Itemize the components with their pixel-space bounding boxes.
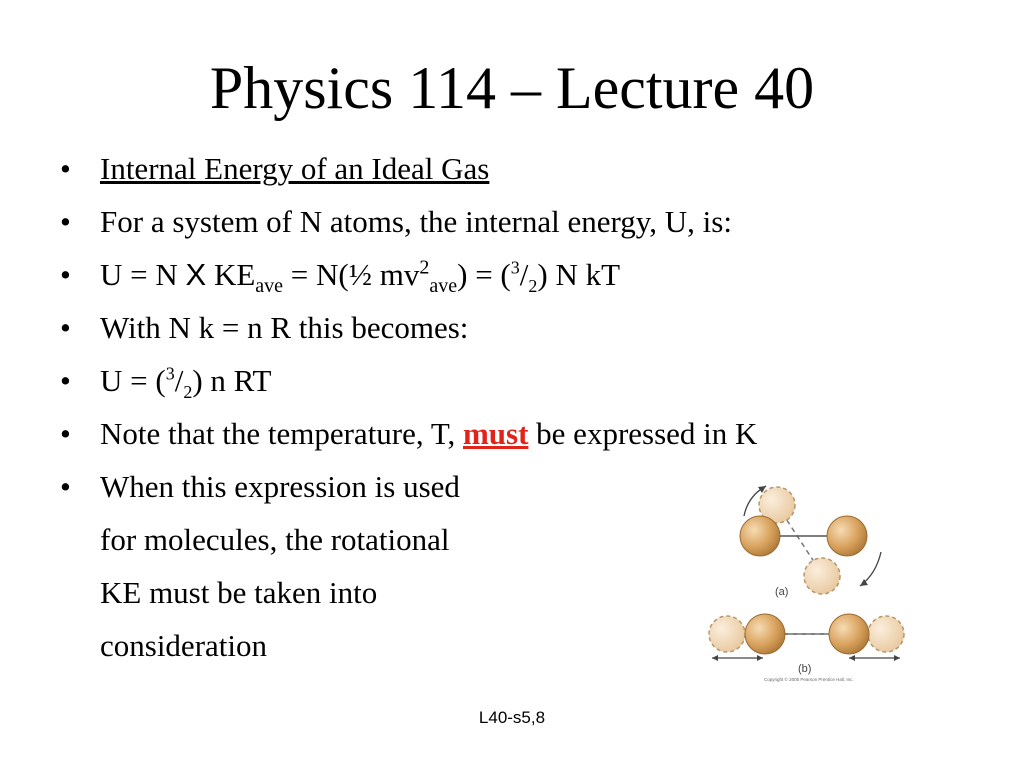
equation-energy: U = N X $KE_{ave}$ = N(½ $mv^2_{ave}) = (^3/_2)$ N kT (100, 256, 621, 298)
bullet-text: For a system of N atoms, the internal energy, U, is: (100, 204, 732, 239)
bullet-dot: • (60, 416, 71, 451)
atom (829, 614, 869, 654)
figure-label-a: (a) (775, 586, 789, 598)
bullet-item (60, 354, 1000, 407)
bullet-continuation: consideration (100, 628, 268, 663)
figure-copyright: Copyright © 2005 Pearson Prentice Hall, Inc. (764, 677, 854, 682)
bullet-continuation: KE must be taken into (100, 575, 378, 610)
bullet-item (60, 195, 1000, 248)
atom (745, 614, 785, 654)
ghost-atom (709, 616, 745, 652)
bullet-dot: • (60, 469, 71, 504)
diatomic-molecule-figure (700, 474, 910, 686)
ghost-atom (804, 558, 840, 594)
bullet-dot: • (60, 363, 71, 398)
bullet-list (60, 142, 1000, 513)
bullet-item (60, 301, 1000, 354)
rotation-diagram (740, 486, 881, 598)
bullet-dot: • (60, 310, 71, 345)
bullet-text: Note that the temperature, T, must be expressed in K (100, 416, 758, 451)
slide-footer: L40-s5,8 (478, 708, 546, 727)
bullet-dot: • (60, 257, 71, 292)
vibration-diagram (709, 614, 904, 682)
bullet-item (60, 248, 1000, 301)
atom (827, 516, 867, 556)
bullet-dot: • (60, 204, 71, 239)
figure-label-b: (b) (798, 663, 812, 675)
bullet-item (60, 142, 1000, 195)
bullet-dot: • (60, 151, 71, 186)
bullet-text: With N k = n R this becomes: (100, 310, 469, 345)
slide-title: Physics 114 – Lecture 40 (209, 55, 815, 121)
atom (740, 516, 780, 556)
bullet-text: When this expression is used (100, 469, 460, 504)
equation-molar: $U = (^3/_2)$ n RT (100, 363, 272, 403)
bullet-heading: Internal Energy of an Ideal Gas (100, 151, 490, 186)
bullet-continuation: for molecules, the rotational (100, 522, 450, 557)
emphasis-must: must (462, 416, 529, 451)
bullet-item (60, 407, 1000, 460)
ghost-atom (868, 616, 904, 652)
